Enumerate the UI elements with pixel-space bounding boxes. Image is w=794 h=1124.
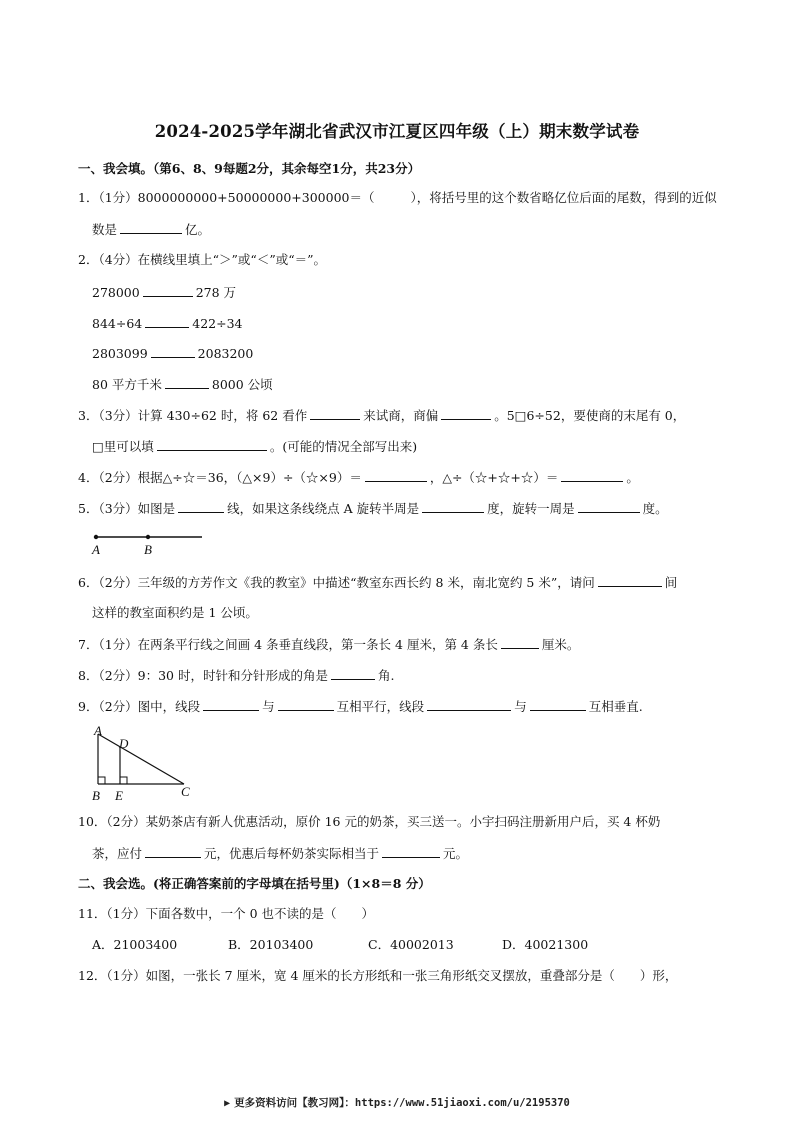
answer-blank[interactable] (331, 666, 375, 680)
q9-text-a: 9．（2分）图中，线段 (78, 699, 201, 714)
q5-text-d: 度。 (642, 501, 668, 516)
label-e: E (115, 788, 123, 803)
question-10-line-2 (92, 844, 468, 863)
point-a (94, 535, 98, 539)
question-1-line-2 (92, 220, 210, 239)
label-a: A (94, 723, 102, 738)
question-11-stem: 11．（1分）下面各数中，一个 0 也不读的是（ ） (78, 906, 375, 921)
answer-blank[interactable] (530, 697, 586, 711)
page-title: 2024-2025学年湖北省武汉市江夏区四年级（上）期末数学试卷 (154, 122, 640, 141)
answer-blank[interactable] (145, 844, 201, 858)
question-3-line-1 (78, 406, 685, 425)
label-a: A (92, 542, 100, 557)
q1-text-b: ），将括号里的这个数省略亿位后面的尾数，得到的近似 (410, 190, 717, 205)
q3-text-d: □里可以填 (92, 439, 154, 454)
answer-blank[interactable] (578, 499, 640, 513)
option-b[interactable]: B．20103400 (228, 937, 314, 952)
question-2-stem: 2．（4分）在横线里填上“＞”或“＜”或“＝”。 (78, 252, 326, 267)
answer-blank[interactable] (157, 437, 267, 451)
q3-text-e: 。(可能的情况全部写出来) (269, 439, 418, 454)
question-6-line-2: 这样的教室面积约是 1 公顷。 (92, 605, 258, 620)
q1-text-d: 亿。 (185, 222, 211, 237)
q1-text-a: 1．（1分）8000000000+50000000+300000＝（ (78, 190, 375, 205)
q2-row-left: 844÷64 (92, 316, 143, 331)
label-c: C (181, 784, 190, 799)
question-5 (78, 499, 668, 518)
q4-text-a: 4．（2分）根据△÷☆＝36，（△×9）÷（☆×9）＝ (78, 470, 362, 485)
q2-row-right: 422÷34 (192, 316, 243, 331)
section-2-heading: 二、我会选。(将正确答案前的字母填在括号里)（1×8＝8 分） (78, 876, 431, 891)
question-4 (78, 468, 639, 487)
q3-text-b: 来试商，商偏 (363, 408, 439, 423)
q5-text-b: 线，如果这条线绕点 A 旋转半周是 (227, 501, 420, 516)
q1-text-c: 数是 (92, 222, 118, 237)
q2-row-4 (92, 375, 273, 394)
q2-row-left: 2803099 (92, 346, 148, 361)
label-d: D (119, 736, 129, 751)
question-10-line-1: 10．（2分）某奶茶店有新人优惠活动，原价 16 元的奶茶，买三送一。小宇扫码注册新用户后，买 4 杯奶 (78, 814, 661, 829)
q8-text-a: 8．（2分）9：30 时，时针和分针形成的角是 (78, 668, 328, 683)
answer-blank[interactable] (151, 344, 195, 358)
footer (0, 1095, 794, 1110)
question-1-line-1 (78, 189, 717, 207)
answer-blank[interactable] (441, 406, 491, 420)
label-b: B (92, 788, 100, 803)
question-11-options (92, 936, 588, 954)
answer-blank[interactable] (365, 468, 427, 482)
answer-blank[interactable] (382, 844, 440, 858)
q2-row-right: 2083200 (197, 346, 254, 361)
option-c[interactable]: C．40002013 (368, 937, 454, 952)
answer-blank[interactable] (422, 499, 484, 513)
q10-text-d: 元。 (443, 846, 469, 861)
question-8 (78, 666, 394, 685)
q9-text-d: 与 (514, 699, 527, 714)
q10-text-b: 茶，应付 (92, 846, 143, 861)
q2-row-left: 278000 (92, 285, 140, 300)
answer-blank[interactable] (178, 499, 224, 513)
answer-blank[interactable] (203, 697, 259, 711)
answer-blank[interactable] (561, 468, 623, 482)
q2-row-2 (92, 314, 243, 333)
q3-text-a: 3．（3分）计算 430÷62 时，将 62 看作 (78, 408, 308, 423)
option-a[interactable]: A．21003400 (92, 937, 178, 952)
q2-row-right: 278 万 (195, 285, 237, 300)
answer-blank[interactable] (143, 283, 193, 297)
question-6-line-1 (78, 573, 677, 592)
q7-text-b: 厘米。 (541, 637, 580, 652)
q10-text-c: 元，优惠后每杯奶茶实际相当于 (204, 846, 380, 861)
q6-text-a: 6．（2分）三年级的方芳作文《我的教室》中描述“教室东西长约 8 米，南北宽约 5 米”，请问 (78, 575, 595, 590)
q5-text-c: 度，旋转一周是 (487, 501, 575, 516)
ray-figure (86, 526, 216, 558)
answer-blank[interactable] (165, 375, 209, 389)
answer-blank[interactable] (427, 697, 511, 711)
q2-row-left: 80 平方千米 (92, 377, 162, 392)
q4-text-b: ，△÷（☆+☆+☆）＝ (429, 470, 559, 485)
answer-blank[interactable] (145, 314, 189, 328)
answer-blank[interactable] (310, 406, 360, 420)
triangle-figure (86, 722, 206, 804)
section-1-heading: 一、我会填。（第6、8、9每题2分，其余每空1分，共23分） (78, 161, 421, 176)
flag-icon: ▶ (224, 1098, 231, 1109)
question-3-line-2 (92, 437, 417, 456)
q2-row-3 (92, 344, 253, 363)
footer-link[interactable]: 更多资料访问【教习网】：https://www.51jiaoxi.com/u/2195370 (234, 1097, 570, 1109)
point-b (146, 535, 150, 539)
option-d[interactable]: D．40021300 (502, 937, 589, 952)
q2-row-right: 8000 公顷 (211, 377, 273, 392)
question-12-stem: 12．（1分）如图，一张长 7 厘米，宽 4 厘米的长方形纸和一张三角形纸交叉摆放，重叠部分是（ ）形， (78, 968, 678, 983)
q5-text-a: 5．（3分）如图是 (78, 501, 176, 516)
q9-text-e: 互相垂直. (588, 699, 643, 714)
q9-text-c: 互相平行，线段 (336, 699, 425, 714)
q7-text-a: 7．（1分）在两条平行线之间画 4 条垂直线段，第一条长 4 厘米，第 4 条长 (78, 637, 498, 652)
answer-blank[interactable] (598, 573, 662, 587)
question-7 (78, 635, 579, 654)
label-b: B (144, 542, 152, 557)
q6-text-b: 间 (664, 575, 678, 590)
q9-text-b: 与 (262, 699, 275, 714)
answer-blank[interactable] (120, 220, 182, 234)
q3-text-c: 。5□6÷52，要使商的末尾有 0， (494, 408, 686, 423)
q2-row-1 (92, 283, 236, 302)
answer-blank[interactable] (278, 697, 334, 711)
answer-blank[interactable] (501, 635, 539, 649)
question-9 (78, 697, 643, 716)
q4-text-c: 。 (626, 470, 639, 485)
q8-text-b: 角. (378, 668, 395, 683)
